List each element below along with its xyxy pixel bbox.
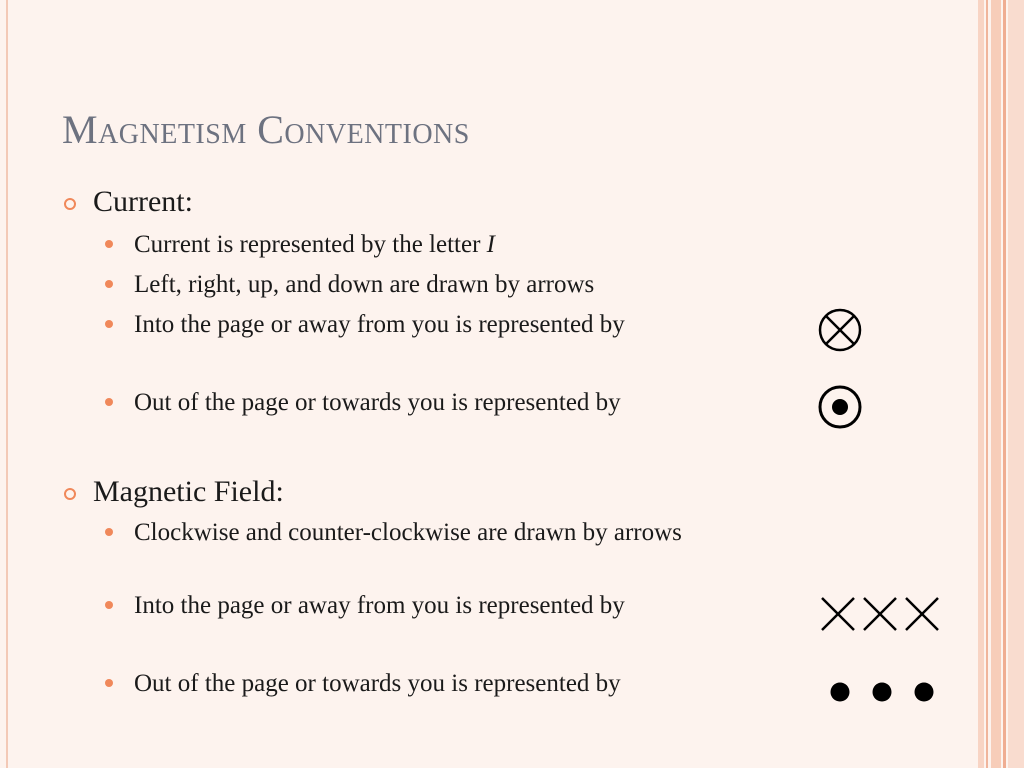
right-decor-stripe bbox=[1003, 0, 1006, 768]
list-item-label: Into the page or away from you is represented by bbox=[134, 311, 625, 338]
list-item-label: Into the page or away from you is represented by bbox=[134, 592, 625, 619]
list-item-label: Left, right, up, and down are drawn by arrows bbox=[134, 271, 595, 298]
dot-bullet-icon bbox=[105, 528, 113, 536]
dot-bullet-icon bbox=[105, 398, 113, 406]
list-item-label: Out of the page or towards you is represented by bbox=[134, 389, 621, 416]
right-decor-stripe bbox=[991, 0, 1001, 768]
ring-bullet-icon bbox=[64, 488, 76, 500]
slide-title: Magnetism Conventions bbox=[62, 107, 470, 152]
list-item-label: Current is represented by the letter I bbox=[134, 231, 495, 258]
list-item-label: Clockwise and counter-clockwise are drawn by arrows bbox=[134, 519, 682, 546]
dot-bullet-icon bbox=[105, 280, 113, 288]
ring-bullet-icon bbox=[64, 198, 76, 210]
dot-bullet-icon bbox=[105, 320, 113, 328]
section-heading-label: Magnetic Field: bbox=[93, 475, 284, 508]
circle-cross-icon bbox=[816, 306, 864, 354]
right-decor-stripe bbox=[978, 0, 984, 768]
left-border-line bbox=[6, 0, 8, 768]
right-decor-stripe bbox=[986, 0, 988, 768]
three-dots-icon bbox=[826, 678, 942, 706]
dot-bullet-icon bbox=[105, 679, 113, 687]
circle-dot-icon bbox=[816, 383, 864, 431]
list-item-label: Out of the page or towards you is represented by bbox=[134, 670, 621, 697]
letter-i-italic: I bbox=[486, 231, 495, 258]
right-decor-stripe bbox=[1008, 0, 1024, 768]
three-crosses-icon bbox=[818, 594, 946, 634]
dot-bullet-icon bbox=[105, 601, 113, 609]
dot-bullet-icon bbox=[105, 240, 113, 248]
section-heading-label: Current: bbox=[93, 185, 193, 218]
